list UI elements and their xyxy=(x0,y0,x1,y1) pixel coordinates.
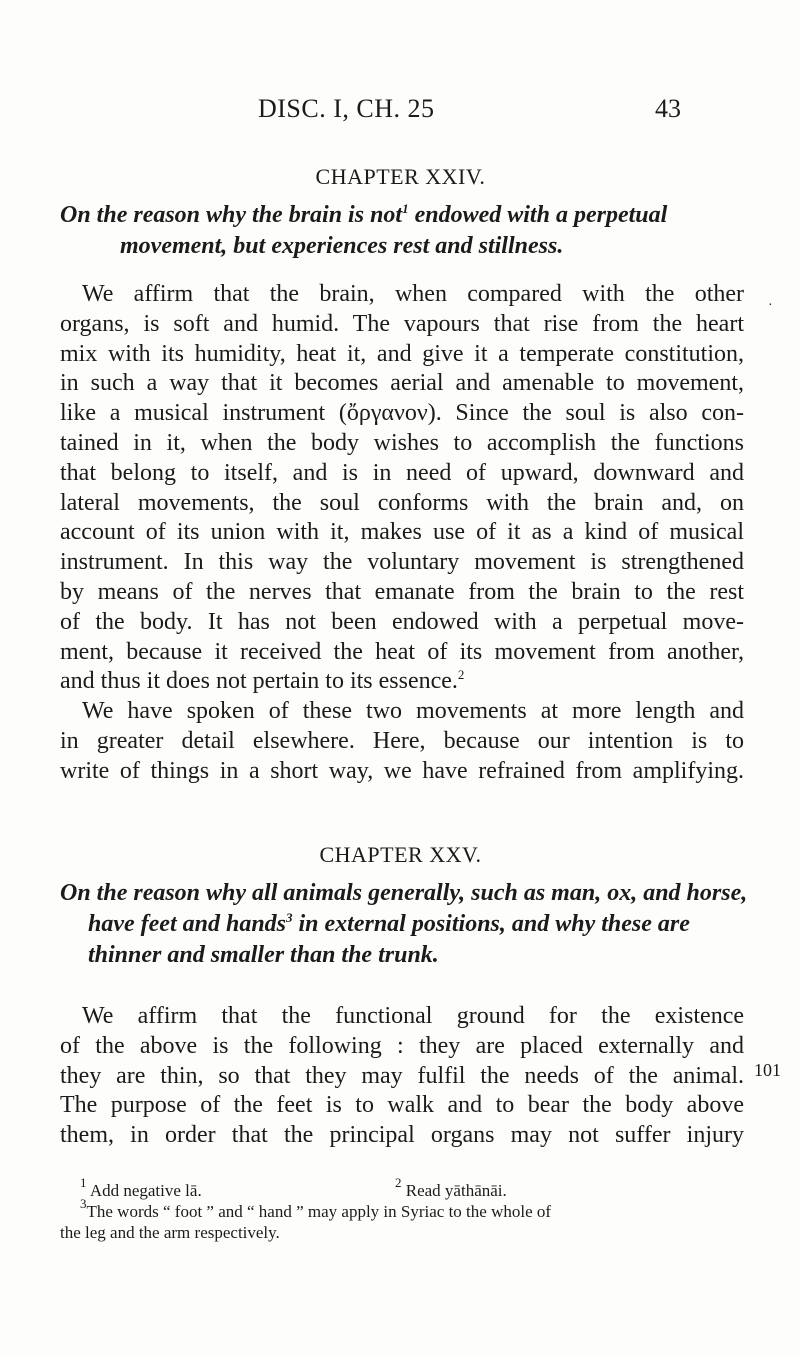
footnote-marker-1: 1 xyxy=(80,1175,87,1190)
text-line: ment, because it received the heat of its movement from another, xyxy=(60,638,744,665)
text-line: We affirm that the functional ground for the existence xyxy=(82,1003,744,1029)
chapter-24-paragraph-1 xyxy=(60,280,744,787)
text-line: mix with its humidity, heat it, and give it a temperate constitution, xyxy=(60,340,744,367)
text-line: of the above is the following : they are placed externally and xyxy=(60,1032,744,1059)
footnote-row xyxy=(80,1175,740,1201)
footnote-3-continuation: the leg and the arm respectively. xyxy=(60,1223,280,1242)
text-line: write of things in a short way, we have refrained from amplifying. xyxy=(60,757,744,784)
chapter-25-heading: CHAPTER XXV. xyxy=(319,842,482,867)
text-line: account of its union with it, makes use of it as a kind of musical xyxy=(60,519,744,546)
footnote-ref-1: 1 xyxy=(402,201,409,216)
text-line: and thus it does not pertain to its essence.$^2$ xyxy=(60,667,465,695)
footnote-2-col xyxy=(395,1175,507,1201)
text-line: organs, is soft and humid. The vapours that rise from the heart xyxy=(60,310,744,337)
footnotes xyxy=(60,1175,740,1243)
footnote-ref-3: 3 xyxy=(286,910,293,925)
footnote-row xyxy=(80,1196,740,1222)
footnote-marker-3: 3 xyxy=(80,1196,87,1211)
footnote-2: Read yāthānāi. xyxy=(405,1181,507,1200)
chapter-25-subtitle-line-1: On the reason why all animals generally, such as man, ox, and horse, xyxy=(60,880,748,906)
text-line: The purpose of the feet is to walk and to bear the body above xyxy=(60,1092,744,1119)
footnote-1: Add negative lā. xyxy=(89,1181,202,1200)
chapter-24-subtitle xyxy=(60,200,740,262)
text-line: they are thin, so that they may fulfil the needs of the animal. xyxy=(60,1062,744,1089)
footnote-marker-2: 2 xyxy=(395,1175,402,1190)
margin-page-number: 101 xyxy=(754,1060,781,1080)
text-line: them, in order that the principal organs may not suffer injury xyxy=(60,1122,744,1149)
chapter-25-subtitle-line-3: thinner and smaller than the trunk. xyxy=(88,942,439,968)
text-line: of the body. It has not been endowed with a perpetual move- xyxy=(60,608,744,635)
chapter-24-subtitle-line-1: On the reason why the brain is not$^1$ endowed with a perpetual xyxy=(60,201,668,228)
chapter-24-subtitle-line-2: movement, but experiences rest and stillness. xyxy=(120,233,564,259)
page-number: 43 xyxy=(655,94,681,123)
chapter-24-heading: CHAPTER XXIV. xyxy=(315,164,486,189)
text-line: We affirm that the brain, when compared with the other xyxy=(82,281,744,307)
text-line: that belong to itself, and is in need of upward, downward and xyxy=(60,459,744,486)
chapter-25-subtitle xyxy=(60,878,748,971)
text-line: like a musical instrument (ὄργανον). Since the soul is also con- xyxy=(60,400,744,427)
chapter-25-subtitle-line-2: have feet and hands$^3$ in external positions, and why these are xyxy=(88,910,690,937)
chapter-25-paragraph-1 xyxy=(60,1002,744,1151)
text-line: in greater detail elsewhere. Here, because our intention is to xyxy=(60,727,744,754)
text-line: by means of the nerves that emanate from the brain to the rest xyxy=(60,578,744,605)
page-header xyxy=(0,94,801,134)
footnote-3: The words “ foot ” and “ hand ” may apply in Syriac to the whole of xyxy=(86,1202,552,1221)
margin-dot: · xyxy=(768,298,773,313)
text-line: We have spoken of these two movements at more length and xyxy=(82,698,744,725)
footnote-ref-2: 2 xyxy=(457,667,465,683)
text-line: in such a way that it becomes aerial and amenable to movement, xyxy=(60,370,744,397)
text-line: lateral movements, the soul conforms with the brain and, on xyxy=(60,489,744,516)
text-line: tained in it, when the body wishes to accomplish the functions xyxy=(60,429,744,456)
text-line: instrument. In this way the voluntary movement is strengthened xyxy=(60,549,744,576)
running-head: DISC. I, CH. 25 xyxy=(258,94,435,123)
